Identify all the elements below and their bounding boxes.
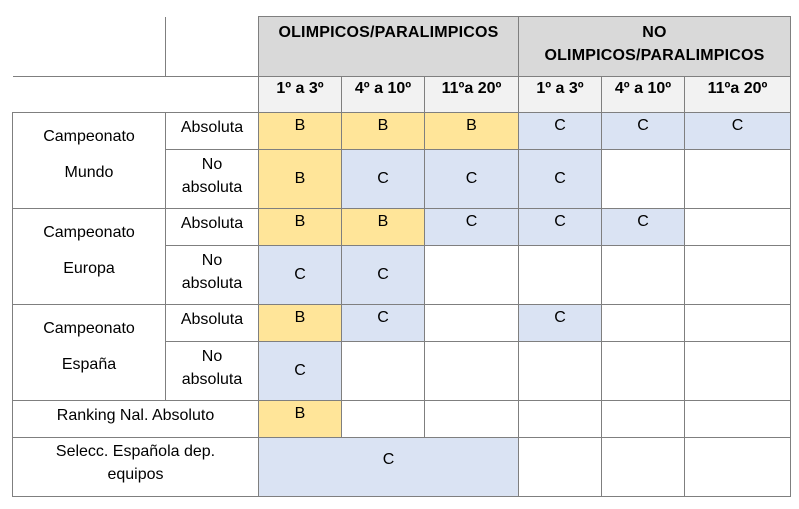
table-cell-empty (519, 342, 602, 401)
table-cell-empty (519, 246, 602, 305)
row-label-line: Europa (63, 260, 115, 277)
table-cell-empty (425, 401, 519, 438)
row-label-line: equipos (107, 466, 164, 483)
header-olimpicos (259, 17, 519, 77)
row-label-line: Campeonato (43, 320, 135, 337)
row-label-line: España (61, 356, 117, 373)
row-label-line: Selecc. Española dep. (55, 443, 216, 460)
table-cell: B (259, 401, 342, 438)
table-cell: C (602, 113, 685, 150)
row-label-mundo (13, 113, 166, 209)
table-cell-empty (519, 401, 602, 438)
level-line: No (201, 348, 223, 365)
header-olimpicos-text: OLIMPICOS/PARALIMPICOS (278, 24, 499, 41)
table-cell-empty (602, 246, 685, 305)
table-cell: C (685, 113, 791, 150)
table-cell: C (259, 246, 342, 305)
row-label-ranking: Ranking Nal. Absoluto (13, 401, 259, 438)
level-line: No (201, 156, 223, 173)
level-absoluta: Absoluta (166, 305, 259, 342)
table-cell-empty (602, 438, 685, 497)
table-cell: C (519, 209, 602, 246)
table-cell-empty (685, 401, 791, 438)
table-cell-empty (685, 305, 791, 342)
level-absoluta: Absoluta (166, 113, 259, 150)
row-label-espana (13, 305, 166, 401)
table-cell: B (342, 113, 425, 150)
empty-sub-1 (13, 77, 166, 113)
table-cell: B (425, 113, 519, 150)
table-cell: C (342, 150, 425, 209)
table-cell: C (519, 305, 602, 342)
table-cell-empty (602, 342, 685, 401)
level-line: absoluta (181, 371, 243, 388)
range-header: 1º a 3º (259, 77, 342, 113)
table-cell-empty (425, 305, 519, 342)
table-cell: C (602, 209, 685, 246)
table-cell: C (519, 113, 602, 150)
table-cell-empty (685, 246, 791, 305)
row-label-line: Mundo (64, 164, 114, 181)
range-header: 4º a 10º (342, 77, 425, 113)
row-label-line: Campeonato (43, 224, 135, 241)
table-cell: C (519, 150, 602, 209)
level-no-absoluta (166, 246, 259, 305)
table-cell: B (259, 113, 342, 150)
header-no-line1: NO (642, 24, 667, 41)
table-cell-empty (342, 401, 425, 438)
table-cell: B (342, 209, 425, 246)
table-cell: B (259, 305, 342, 342)
empty-corner-2 (166, 17, 259, 77)
level-line: absoluta (181, 179, 243, 196)
range-header: 11ºa 20º (685, 77, 791, 113)
row-label-line: Campeonato (43, 128, 135, 145)
table-cell-empty (342, 342, 425, 401)
table-cell-empty (425, 342, 519, 401)
range-header: 4º a 10º (602, 77, 685, 113)
level-line: No (201, 252, 223, 269)
range-header: 11ºa 20º (425, 77, 519, 113)
empty-sub-2 (166, 77, 259, 113)
table-cell-empty (685, 438, 791, 497)
table-cell-empty (602, 305, 685, 342)
table-cell-empty (685, 342, 791, 401)
row-label-selecc (13, 438, 259, 497)
table-cell-empty (425, 246, 519, 305)
header-no-olimpicos (519, 17, 791, 77)
table-cell-empty (685, 150, 791, 209)
classification-table (12, 16, 791, 497)
table-cell: C (425, 209, 519, 246)
level-no-absoluta (166, 342, 259, 401)
table-cell-empty (685, 209, 791, 246)
level-absoluta: Absoluta (166, 209, 259, 246)
level-no-absoluta (166, 150, 259, 209)
empty-corner (13, 17, 166, 77)
table-cell-empty (519, 438, 602, 497)
table-cell: B (259, 150, 342, 209)
header-no-line2: OLIMPICOS/PARALIMPICOS (544, 47, 765, 64)
level-line: absoluta (181, 275, 243, 292)
table-cell: C (342, 246, 425, 305)
table-cell-empty (602, 401, 685, 438)
row-label-europa (13, 209, 166, 305)
table-cell: C (425, 150, 519, 209)
range-header: 1º a 3º (519, 77, 602, 113)
table-cell: C (259, 438, 519, 497)
table-cell-empty (602, 150, 685, 209)
table-cell: B (259, 209, 342, 246)
table-cell: C (342, 305, 425, 342)
table-cell: C (259, 342, 342, 401)
